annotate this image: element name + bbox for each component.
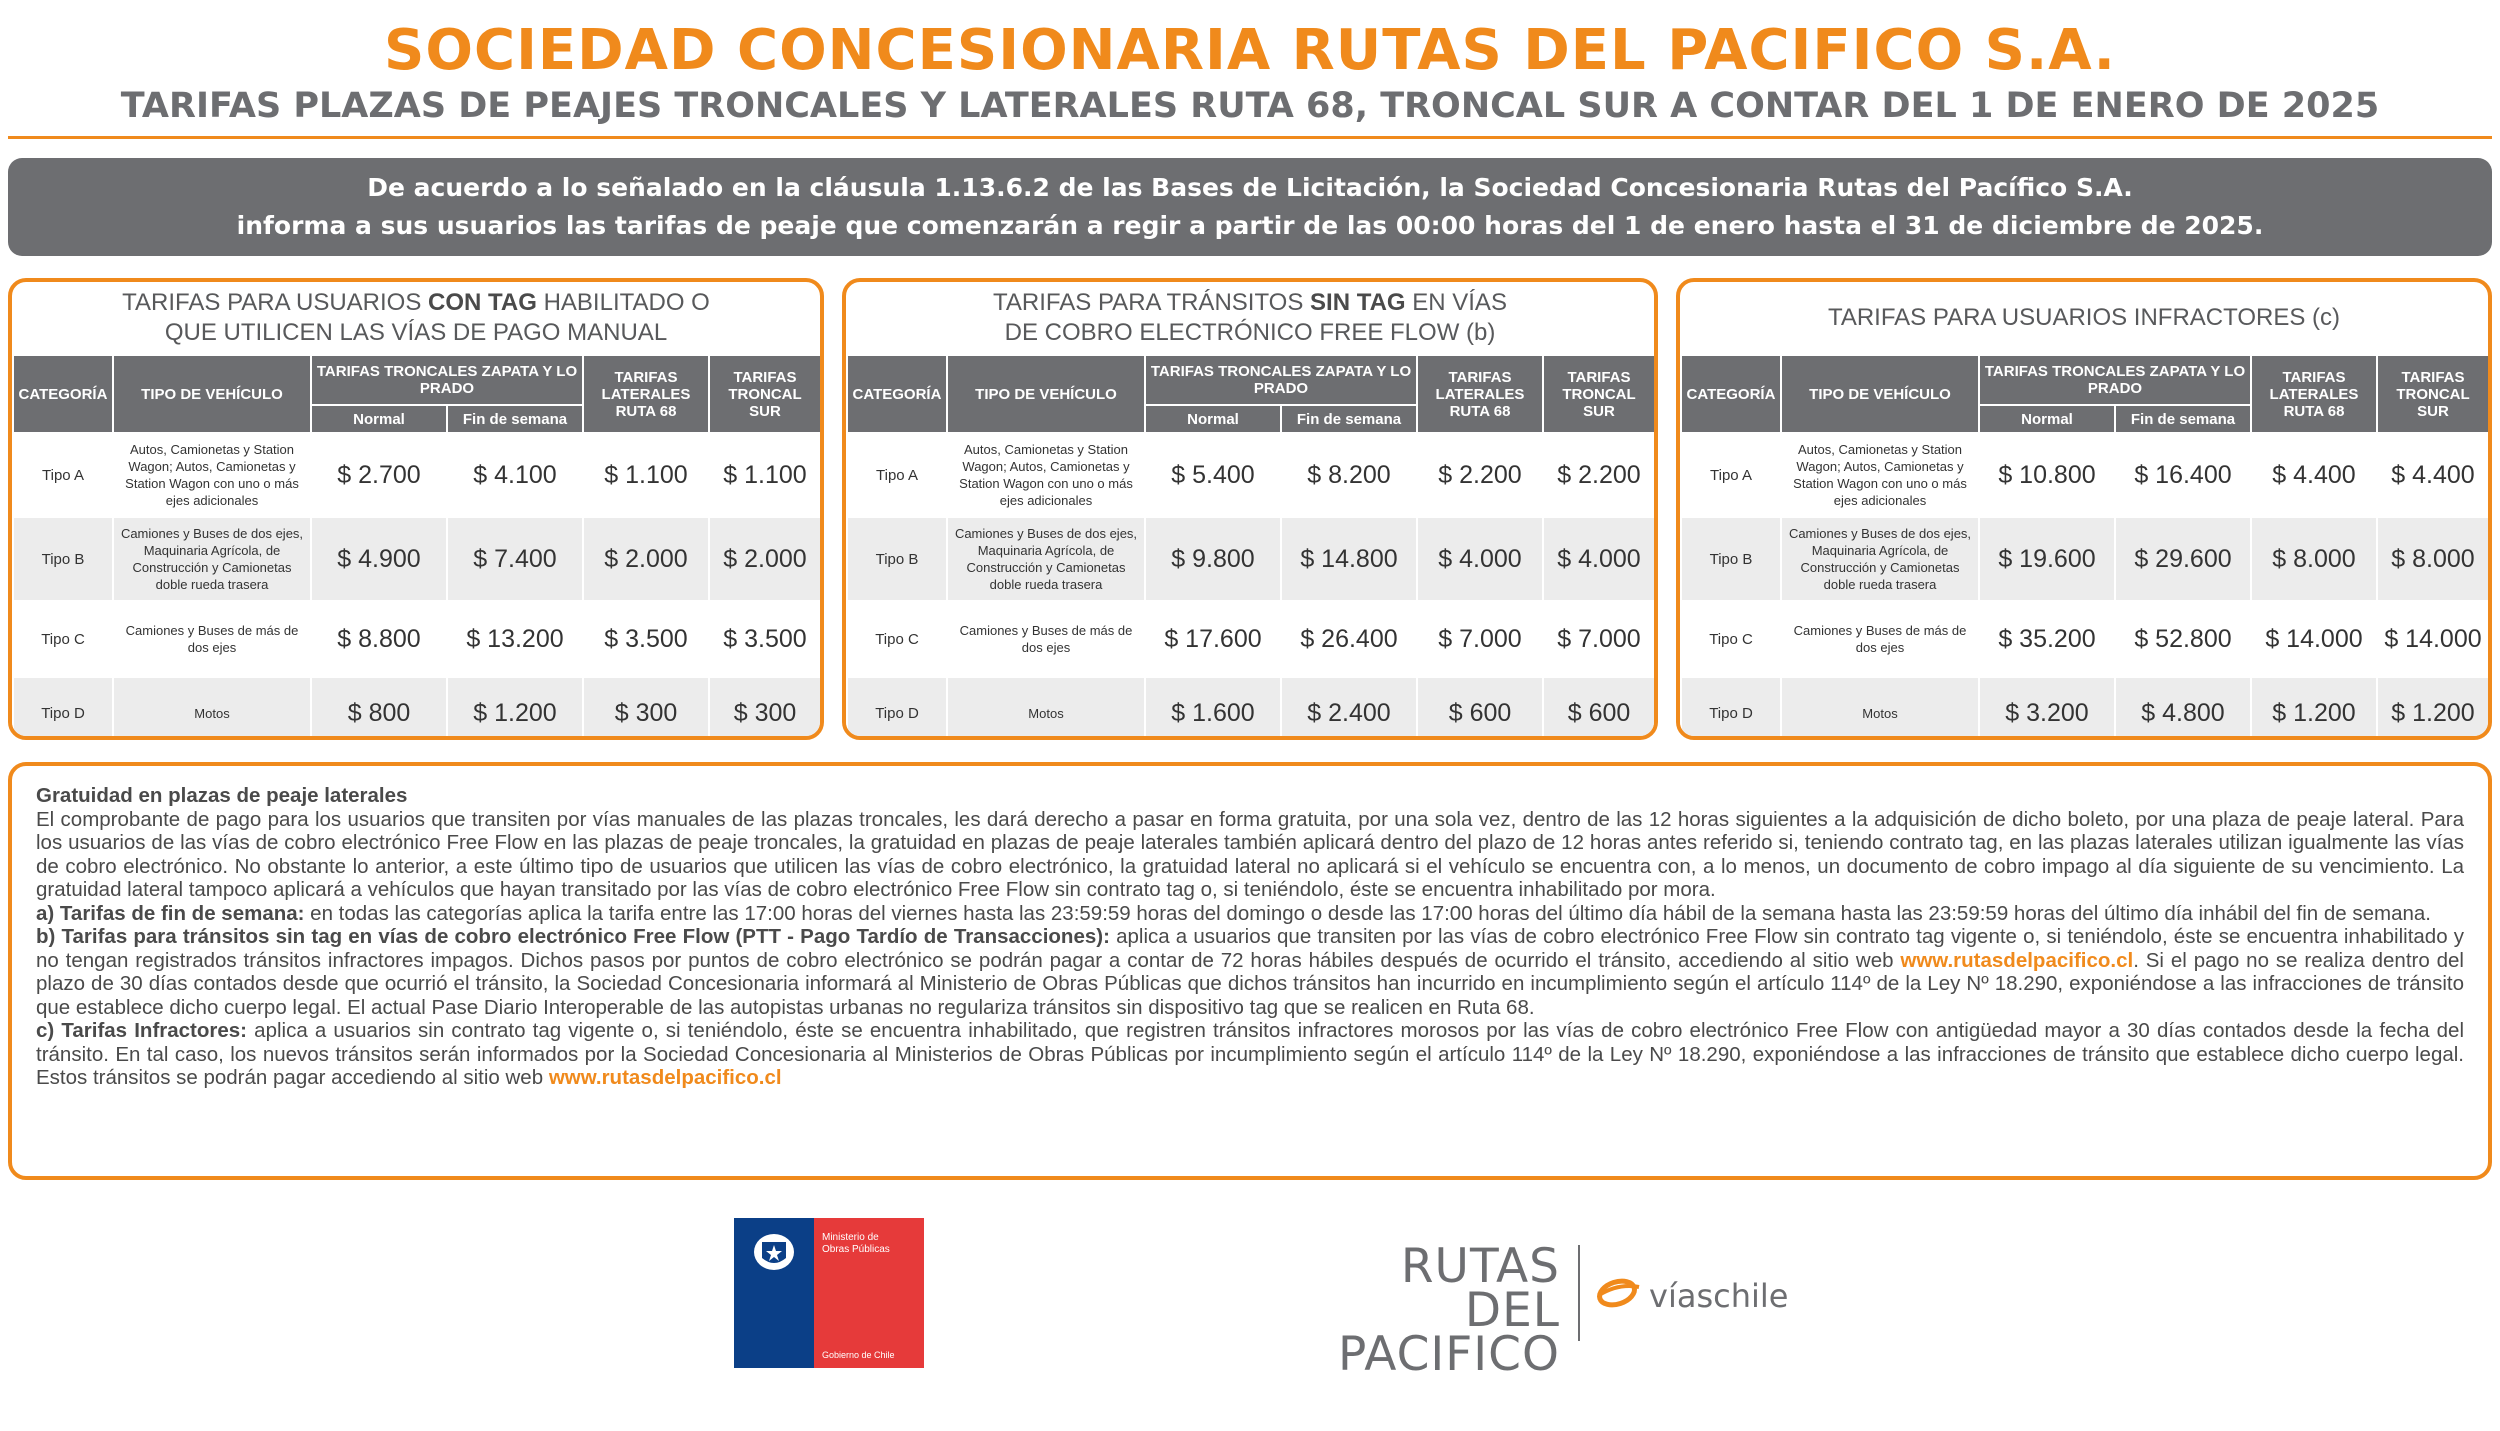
tariff-row-tipo-d [13, 677, 821, 740]
vehicle-type-cell: Autos, Camionetas y Station Wagon; Autos, Camionetas y Station Wagon con uno o más ejes adicionales [1781, 433, 1979, 517]
category-cell: Tipo B [847, 517, 947, 601]
vehicle-type-cell: Autos, Camionetas y Station Wagon; Autos, Camionetas y Station Wagon con uno o más ejes adicionales [947, 433, 1145, 517]
price-troncal-sur: $ 1.200 [2377, 677, 2489, 740]
header-fin-semana: Fin de semana [1281, 405, 1417, 433]
header-normal: Normal [311, 405, 447, 433]
category-cell: Tipo C [847, 601, 947, 677]
vehicle-type-cell: Camiones y Buses de más de dos ejes [113, 601, 311, 677]
panel-heading-line-1: TARIFAS PARA TRÁNSITOS SIN TAG EN VÍAS [993, 289, 1507, 316]
price-lateral: $ 7.000 [1417, 601, 1543, 677]
tariff-row-tipo-a [1681, 433, 2489, 517]
tariff-row-tipo-d [1681, 677, 2489, 740]
price-troncal-sur: $ 14.000 [2377, 601, 2489, 677]
tariff-row-tipo-d [847, 677, 1655, 740]
tariff-panel-3 [1676, 278, 2492, 740]
rp-line-2: DEL PACIFICO [1337, 1283, 1560, 1382]
category-cell: Tipo C [1681, 601, 1781, 677]
price-troncal-sur: $ 3.500 [709, 601, 821, 677]
tariff-row-tipo-b [13, 517, 821, 601]
header-troncal-sur: TARIFAS TRONCAL SUR [2377, 355, 2489, 433]
mop-name-line-1: Ministerio de [822, 1232, 879, 1243]
price-lateral: $ 300 [583, 677, 709, 740]
price-troncal-sur: $ 4.000 [1543, 517, 1655, 601]
category-cell: Tipo B [13, 517, 113, 601]
tariff-panel-2 [842, 278, 1658, 740]
header-fin-semana: Fin de semana [2115, 405, 2251, 433]
price-weekend: $ 14.800 [1281, 517, 1417, 601]
gratuidad-text: El comprobante de pago para los usuarios que transiten por vías manuales de las plazas troncales, les dará derecho a pasar en forma gratuita, por una sola vez, dentro de las 12 horas siguientes a la adquisición de dicho boleto, por una plaza de peaje lateral. Para los usuarios de las vías de cobro electrónico Free Flow en las plazas de peaje troncales, la gratuidad en plazas de peaje laterales también aplicará dentro del plazo de 12 horas antes referido si, teniendo contrato tag, en las plazas laterales utilizan igualmente las vías de cobro electrónico. No obstante lo anterior, a este último tipo de usuarios que utilicen las vías de cobro electrónico, la gratuidad lateral no aplicará si el vehículo se encuentra con, a lo menos, un documento de cobro impago al día siguiente de su vencimiento. La gratuidad lateral tampoco aplicará a vehículos que hayan transitado por las vías de cobro electrónico Free Flow sin contrato tag o, si teniéndolo, éste se encuentra inhabilitado por mora. [36, 807, 2464, 901]
header-laterales: TARIFAS LATERALES RUTA 68 [1417, 355, 1543, 433]
price-weekend: $ 52.800 [2115, 601, 2251, 677]
tariff-table [12, 354, 822, 740]
note-c-text: aplica a usuarios sin contrato tag vigente o, si teniéndolo, éste se encuentra inhabilitado, que registren tránsitos infractores morosos por las vías de cobro electrónico Free Flow con antigüedad mayor a 30 días contados desde la fecha del tránsito. En tal caso, los nuevos tránsitos serán informados por la Sociedad Concesionaria al Ministerios de Obras Públicas por incumplimiento según el artículo 114º de la Ley Nº 18.290, exponiéndose a las infracciones de tránsito que establece dicho cuerpo legal. Estos tránsitos se podrán pagar accediendo al sitio web [36, 1019, 2464, 1089]
price-normal: $ 800 [311, 677, 447, 740]
price-lateral: $ 3.500 [583, 601, 709, 677]
header-troncales: TARIFAS TRONCALES ZAPATA Y LO PRADO [1979, 355, 2251, 405]
vehicle-type-cell: Autos, Camionetas y Station Wagon; Autos, Camionetas y Station Wagon con uno o más ejes adicionales [113, 433, 311, 517]
header-categoria: CATEGORÍA [1681, 355, 1781, 433]
price-lateral: $ 1.100 [583, 433, 709, 517]
header-normal: Normal [1145, 405, 1281, 433]
website-link-b[interactable]: www.rutasdelpacifico.cl [1900, 948, 2134, 972]
category-cell: Tipo A [847, 433, 947, 517]
page-subtitle: TARIFAS PLAZAS DE PEAJES TRONCALES Y LATERALES RUTA 68, TRONCAL SUR A CONTAR DEL 1 DE ENERO DE 2025 [120, 86, 2380, 126]
price-troncal-sur: $ 2.000 [709, 517, 821, 601]
vehicle-type-cell: Camiones y Buses de dos ejes, Maquinaria Agrícola, de Construcción y Camionetas doble rueda trasera [947, 517, 1145, 601]
rp-line-1: RUTAS [1400, 1239, 1560, 1294]
category-cell: Tipo D [847, 677, 947, 740]
rp-wordmark [1248, 1239, 1560, 1382]
header-normal: Normal [1979, 405, 2115, 433]
price-lateral: $ 4.000 [1417, 517, 1543, 601]
price-normal: $ 3.200 [1979, 677, 2115, 740]
mop-footer: Gobierno de Chile [822, 1350, 895, 1360]
price-normal: $ 17.600 [1145, 601, 1281, 677]
vehicle-type-cell: Motos [947, 677, 1145, 740]
panel-heading-line-2: QUE UTILICEN LAS VÍAS DE PAGO MANUAL [164, 319, 668, 346]
notice-line-1: De acuerdo a lo señalado en la cláusula 1.13.6.2 de las Bases de Licitación, la Sociedad Concesionaria Rutas del Pacífico S.A. [367, 173, 2133, 202]
note-a-label: a) Tarifas de fin de semana: [36, 901, 305, 925]
tariff-row-tipo-b [1681, 517, 2489, 601]
panel-heading [1680, 282, 2488, 354]
vehicle-type-cell: Motos [113, 677, 311, 740]
price-troncal-sur: $ 4.400 [2377, 433, 2489, 517]
category-cell: Tipo D [1681, 677, 1781, 740]
title-divider [8, 136, 2492, 139]
tariff-row-tipo-c [847, 601, 1655, 677]
header-tipo-vehiculo: TIPO DE VEHÍCULO [947, 355, 1145, 433]
price-lateral: $ 4.400 [2251, 433, 2377, 517]
price-weekend: $ 4.100 [447, 433, 583, 517]
header-troncales: TARIFAS TRONCALES ZAPATA Y LO PRADO [311, 355, 583, 405]
price-weekend: $ 4.800 [2115, 677, 2251, 740]
vehicle-type-cell: Camiones y Buses de más de dos ejes [947, 601, 1145, 677]
price-normal: $ 35.200 [1979, 601, 2115, 677]
price-normal: $ 5.400 [1145, 433, 1281, 517]
note-b [36, 925, 2464, 1019]
price-lateral: $ 1.200 [2251, 677, 2377, 740]
price-weekend: $ 8.200 [1281, 433, 1417, 517]
price-weekend: $ 29.600 [2115, 517, 2251, 601]
category-cell: Tipo B [1681, 517, 1781, 601]
panel-heading [12, 282, 820, 354]
price-normal: $ 1.600 [1145, 677, 1281, 740]
mop-logo [734, 1218, 924, 1368]
mop-name-line-2: Obras Públicas [822, 1244, 890, 1255]
price-lateral: $ 14.000 [2251, 601, 2377, 677]
note-a [36, 902, 2464, 926]
price-lateral: $ 600 [1417, 677, 1543, 740]
price-lateral: $ 2.000 [583, 517, 709, 601]
price-normal: $ 2.700 [311, 433, 447, 517]
price-normal: $ 19.600 [1979, 517, 2115, 601]
page-title: SOCIEDAD CONCESIONARIA RUTAS DEL PACIFICO S.A. [384, 18, 2116, 83]
price-normal: $ 8.800 [311, 601, 447, 677]
note-b-text-2: . Si el pago no se realiza dentro del plazo de 30 días contados desde que ocurrió el tránsito, la Sociedad Concesionaria informará al Ministerio de Obras Públicas que dichos tránsitos han incurrido en incumplimiento según el artículo 114º de la Ley Nº 18.290, exponiéndose a las infracciones de tránsito que establece dicho cuerpo legal. El actual Pase Diario Interoperable de las autopistas urbanas no regulariza tránsitos sin dispositivo tag que se realicen en Ruta 68. [36, 948, 2464, 1019]
panel-heading-line-1: TARIFAS PARA USUARIOS CON TAG HABILITADO O [122, 289, 710, 316]
price-normal: $ 10.800 [1979, 433, 2115, 517]
header-categoria: CATEGORÍA [847, 355, 947, 433]
notice-banner [8, 158, 2492, 256]
header-troncal-sur: TARIFAS TRONCAL SUR [1543, 355, 1655, 433]
price-weekend: $ 16.400 [2115, 433, 2251, 517]
gratuidad-title: Gratuidad en plazas de peaje laterales [36, 784, 408, 807]
note-b-text-1: aplica a usuarios que transiten por las vías de cobro electrónico Free Flow sin contrato tag vigente o, si teniéndolo, éste se encuentra inhabilitado y no tengan registrados tránsitos infractores impagos. Dichos pasos por puntos de cobro electrónico se podrán pagar a contar de 72 horas hábiles después de ocurrido el tránsito, accediendo al sitio web [36, 925, 2465, 972]
viaschile-text: víaschile [1649, 1277, 1789, 1315]
panel-heading-line-1: TARIFAS PARA USUARIOS INFRACTORES (c) [1827, 304, 2341, 331]
tariff-row-tipo-b [847, 517, 1655, 601]
header-troncales: TARIFAS TRONCALES ZAPATA Y LO PRADO [1145, 355, 1417, 405]
price-weekend: $ 1.200 [447, 677, 583, 740]
price-troncal-sur: $ 300 [709, 677, 821, 740]
price-weekend: $ 26.400 [1281, 601, 1417, 677]
category-cell: Tipo C [13, 601, 113, 677]
rp-divider [1578, 1245, 1580, 1341]
category-cell: Tipo D [13, 677, 113, 740]
header-tipo-vehiculo: TIPO DE VEHÍCULO [1781, 355, 1979, 433]
category-cell: Tipo A [1681, 433, 1781, 517]
vehicle-type-cell: Motos [1781, 677, 1979, 740]
chile-shield-icon [754, 1234, 794, 1270]
header-troncal-sur: TARIFAS TRONCAL SUR [709, 355, 821, 433]
header-laterales: TARIFAS LATERALES RUTA 68 [2251, 355, 2377, 433]
vehicle-type-cell: Camiones y Buses de más de dos ejes [1781, 601, 1979, 677]
notice-line-2: informa a sus usuarios las tarifas de peaje que comenzarán a regir a partir de las 00:00 horas del 1 de enero hasta el 31 de diciembre de 2025. [236, 211, 2264, 240]
tariff-row-tipo-a [13, 433, 821, 517]
category-cell: Tipo A [13, 433, 113, 517]
viaschile-logo [1593, 1273, 1833, 1313]
header-categoria: CATEGORÍA [13, 355, 113, 433]
viaschile-swoosh-icon [1593, 1273, 1645, 1313]
website-link-c[interactable]: www.rutasdelpacifico.cl [548, 1066, 782, 1089]
note-c-label: c) Tarifas Infractores: [36, 1019, 248, 1042]
panel-heading-line-2: DE COBRO ELECTRÓNICO FREE FLOW (b) [1004, 319, 1496, 346]
header-laterales: TARIFAS LATERALES RUTA 68 [583, 355, 709, 433]
price-troncal-sur: $ 7.000 [1543, 601, 1655, 677]
header-fin-semana: Fin de semana [447, 405, 583, 433]
price-normal: $ 9.800 [1145, 517, 1281, 601]
price-lateral: $ 8.000 [2251, 517, 2377, 601]
price-weekend: $ 7.400 [447, 517, 583, 601]
price-troncal-sur: $ 8.000 [2377, 517, 2489, 601]
price-weekend: $ 2.400 [1281, 677, 1417, 740]
notes-box [8, 762, 2492, 1180]
note-c [36, 1019, 2464, 1090]
header-tipo-vehiculo: TIPO DE VEHÍCULO [113, 355, 311, 433]
price-troncal-sur: $ 1.100 [709, 433, 821, 517]
tariff-table [1680, 354, 2490, 740]
vehicle-type-cell: Camiones y Buses de dos ejes, Maquinaria Agrícola, de Construcción y Camionetas doble rueda trasera [1781, 517, 1979, 601]
price-troncal-sur: $ 2.200 [1543, 433, 1655, 517]
tariff-row-tipo-c [1681, 601, 2489, 677]
tariff-panel-1 [8, 278, 824, 740]
tariff-table [846, 354, 1656, 740]
price-troncal-sur: $ 600 [1543, 677, 1655, 740]
vehicle-type-cell: Camiones y Buses de dos ejes, Maquinaria Agrícola, de Construcción y Camionetas doble rueda trasera [113, 517, 311, 601]
panel-heading [846, 282, 1654, 354]
tariff-row-tipo-a [847, 433, 1655, 517]
note-a-text: en todas las categorías aplica la tarifa entre las 17:00 horas del viernes hasta las 23:59:59 horas del domingo o desde las 17:00 horas del último día hábil de la semana hasta las 23:59:59 horas del último día inhábil del fin de semana. [304, 901, 2431, 925]
price-normal: $ 4.900 [311, 517, 447, 601]
price-lateral: $ 2.200 [1417, 433, 1543, 517]
tariff-row-tipo-c [13, 601, 821, 677]
note-b-label: b) Tarifas para tránsitos sin tag en vías de cobro electrónico Free Flow (PTT - Pago Tardío de Transacciones): [36, 925, 1110, 948]
price-weekend: $ 13.200 [447, 601, 583, 677]
